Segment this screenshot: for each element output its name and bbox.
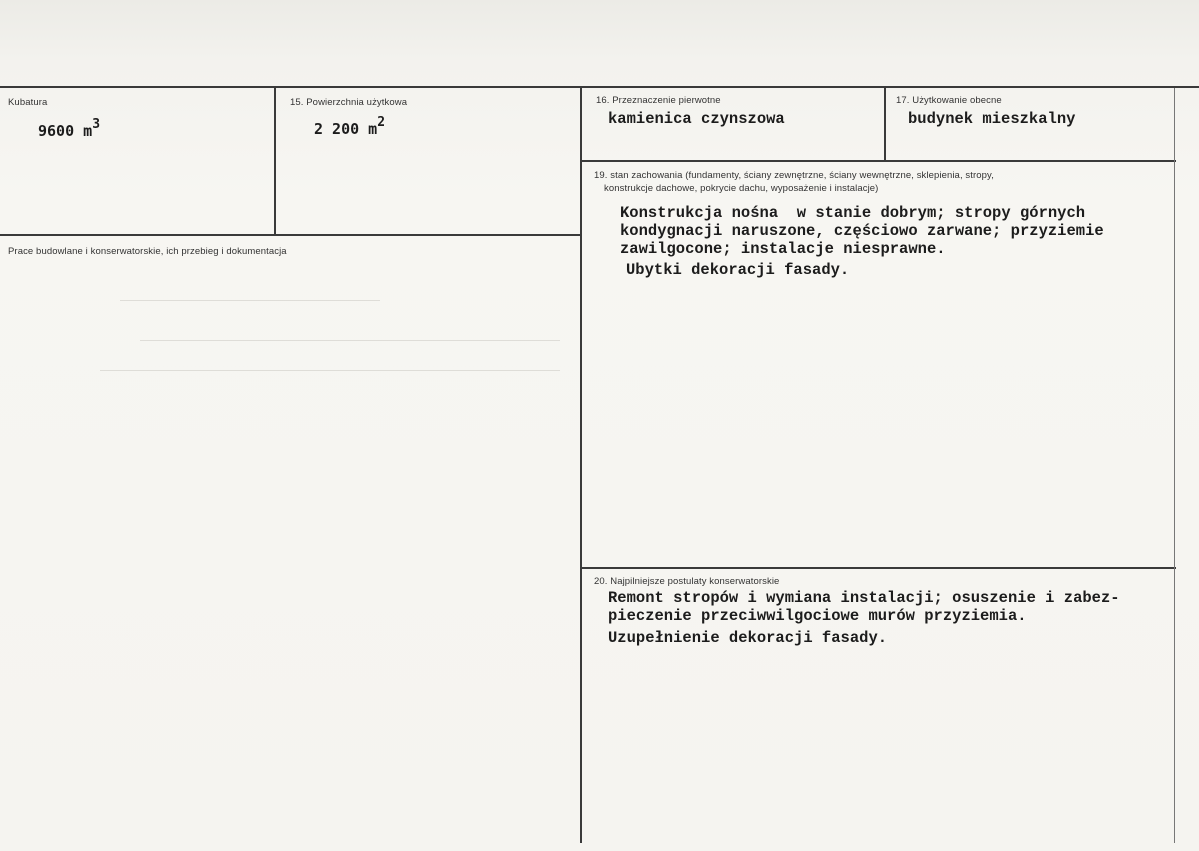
rule-under-kubatura xyxy=(0,234,580,236)
powierzchnia-exponent: 2 xyxy=(377,115,386,130)
stan-line: kondygnacji naruszone, częściowo zarwane; przyziemie xyxy=(620,222,1104,240)
rule-above-20 xyxy=(582,567,1176,569)
uzytkowanie-value: budynek mieszkalny xyxy=(908,110,1076,128)
bleed-line xyxy=(100,370,560,371)
powierzchnia-value xyxy=(314,115,386,138)
uzytkowanie-label: 17. Użytkowanie obecne xyxy=(896,95,1002,106)
postulaty-line: Remont stropów i wymiana instalacji; osuszenie i zabez- xyxy=(608,589,1120,607)
bleed-line xyxy=(120,300,380,301)
divider-left xyxy=(274,88,276,236)
stan-line: zawilgocone; instalacje niesprawne. xyxy=(620,240,946,258)
top-rule xyxy=(0,86,1199,88)
divider-right xyxy=(884,88,886,162)
stan-label-line2: konstrukcje dachowe, pokrycie dachu, wyposażenie i instalacje) xyxy=(604,183,879,194)
right-edge-rule xyxy=(1174,88,1175,843)
postulaty-label: 20. Najpilniejsze postulaty konserwatorskie xyxy=(594,576,780,587)
przeznaczenie-label: 16. Przeznaczenie pierwotne xyxy=(596,95,721,106)
powierzchnia-label: 15. Powierzchnia użytkowa xyxy=(290,97,408,108)
divider-center xyxy=(580,88,582,843)
kubatura-exponent: 3 xyxy=(92,117,101,132)
stan-label-line1: 19. stan zachowania (fundamenty, ściany zewnętrzne, ściany wewnętrzne, sklepienia, stropy, xyxy=(594,170,994,181)
powierzchnia-number: 2 200 m xyxy=(314,120,378,138)
postulaty-line: Uzupełnienie dekoracji fasady. xyxy=(608,629,888,647)
postulaty-line: pieczenie przeciwwilgociowe murów przyziemia. xyxy=(608,607,1027,625)
stan-line: Konstrukcja nośna w stanie dobrym; stropy górnych xyxy=(620,204,1086,222)
kubatura-value xyxy=(38,117,101,140)
bleed-line xyxy=(140,340,560,341)
prace-label: Prace budowlane i konserwatorskie, ich przebieg i dokumentacja xyxy=(8,246,287,257)
stan-line: Ubytki dekoracji fasady. xyxy=(626,261,850,279)
rule-under-16-17 xyxy=(582,160,1176,162)
kubatura-label: Kubatura xyxy=(8,97,48,108)
przeznaczenie-value: kamienica czynszowa xyxy=(608,110,785,128)
kubatura-number: 9600 m xyxy=(38,122,93,140)
